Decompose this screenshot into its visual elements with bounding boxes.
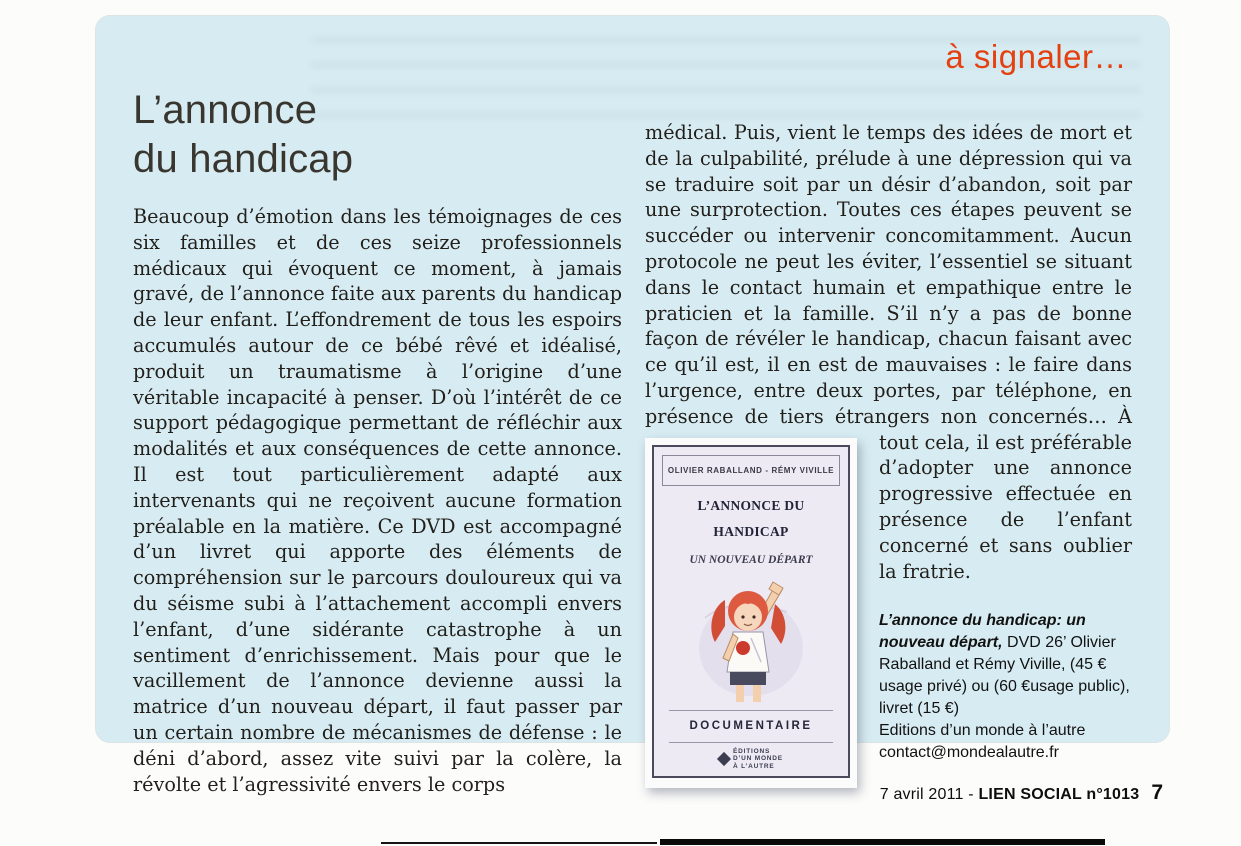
publisher-name [733,748,783,771]
publisher-line1: ÉDITIONS [733,747,771,755]
article-title-line2: du handicap [133,137,354,181]
footer-issue-info [880,786,1140,804]
footer-date: 7 avril 2011 - [879,786,979,803]
caption-contact: contact@mondealautre.fr [879,744,1059,762]
publisher-line3: À L’AUTRE [733,762,775,770]
section-tag: à signaler… [945,38,1127,75]
page-footer [880,781,1163,805]
footer-page-number: 7 [1151,781,1163,804]
article-title [133,86,353,184]
dvd-girl-illustration [659,578,843,706]
caption-details: DVD 26’ Olivier Raballand et Rémy Viville, (45 € usage privé) ou (60 €usage public), livret (15 €) [879,634,1130,718]
article-title-line1: L’annonce [133,88,318,132]
scan-artifact-line [381,842,657,844]
article-column-left [133,204,622,797]
body-text-right-part2: cela, il est préférable d’adopter une annonce progressive effectuée en présence de l’enfant concerné et sans oublier la fratrie. [879,430,1132,583]
dvd-subtitle: UN NOUVEAU DÉPART [689,553,813,566]
publisher-line2: D’UN MONDE [733,755,783,763]
footer-journal-name: LIEN SOCIAL n°1013 [978,786,1140,803]
scan-artifact-line [660,839,1105,845]
publisher-logo-icon [717,752,731,766]
dvd-cover-frame [652,445,850,778]
dvd-cover-photo [645,438,857,788]
dvd-publisher-logo [659,748,843,771]
body-text-left: Beaucoup d’émotion dans les témoignages de ces six familles et de ces seize professionnels médicaux qui évoquent ce moment, à jamais gravé, de l’annonce faite aux parents du handicap de leur enfant. L’effondrement de tous les espoirs accumulés autour de ce bébé rêvé et idéalisé, produit un traumatisme à l’origine d’une véritable incapacité à penser. D’où l’intérêt de ce support pédagogique permettant de réfléchir aux modalités et aux conséquences de cette annonce. Il est tout particulièrement adapté aux intervenants qui ne reçoivent aucune formation préalable en la matière. Ce DVD est accompagné d’un livret qui apporte des éléments de compréhension sur le parcours douloureux qui va du séisme subi à l’attachement accompli envers l’enfant, d’une sidérante catastrophe à un sentiment d’enrichissement. Mais pour que le vacillement de l’annonce devienne aussi la matrice d’un nouveau départ, il faut passer par un certain nombre de mécanismes de défense : le déni d’abord, assez vite suivi par la colère, la révolte et l’agressivité envers le corps [133,205,622,796]
dvd-title: L’ANNONCE DU HANDICAP [697,498,805,540]
caption-title: L’annonce du handicap: un nouveau départ, [879,612,1086,652]
article-column-right [645,120,1132,798]
dvd-authors-label: OLIVIER RABALLAND - RÉMY VIVILLE [662,455,840,487]
body-text-right-part1: médical. Puis, vient le temps des idées de mort et de la culpabilité, prélude à une dépression qui va se traduire soit par un désir d’abandon, soit par une surprotection. Toutes ces étapes peuvent se succéder ou intervenir concomitamment. Aucun protocole ne peut les éviter, l’essentiel se situant dans le contact humain et empathique entre le praticien et la famille. S’il n’y a pas de bonne façon de révéler le handicap, chacun faisant avec ce qu’il est, il en est de mauvaises : le faire dans l’urgence, entre deux portes, par téléphone, en présence de tiers étrangers non concernés… À tout [645,121,1132,454]
caption-publisher: Editions d’un monde à l’autre [879,722,1086,740]
dvd-genre-label: DOCUMENTAIRE [669,710,833,743]
